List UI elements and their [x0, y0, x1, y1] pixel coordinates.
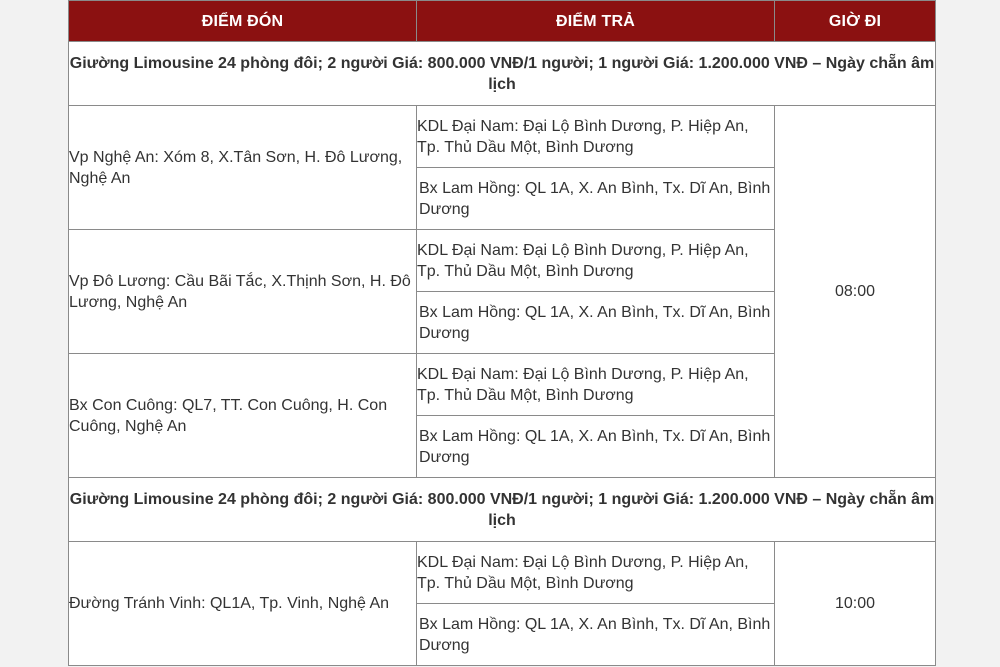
dropoff-cell: KDL Đại Nam: Đại Lộ Bình Dương, P. Hiệp An, Tp. Thủ Dầu Một, Bình Dương [417, 542, 775, 604]
pickup-cell: Bx Con Cuông: QL7, TT. Con Cuông, H. Con Cuông, Nghệ An [69, 354, 417, 478]
pickup-cell: Vp Nghệ An: Xóm 8, X.Tân Sơn, H. Đô Lương, Nghệ An [69, 106, 417, 230]
dropoff-cell: Bx Lam Hồng: QL 1A, X. An Bình, Tx. Dĩ An, Bình Dương [417, 604, 775, 666]
departure-time: 08:00 [775, 106, 936, 478]
header-row [69, 1, 936, 42]
price-row [69, 42, 936, 106]
column-header-time: GIỜ ĐI [775, 1, 936, 42]
departure-time: 10:00 [775, 542, 936, 666]
column-header-dropoff: ĐIỂM TRẢ [417, 1, 775, 42]
table-row [69, 542, 936, 604]
pickup-cell: Vp Đô Lương: Cầu Bãi Tắc, X.Thịnh Sơn, H. Đô Lương, Nghệ An [69, 230, 417, 354]
dropoff-cell: Bx Lam Hồng: QL 1A, X. An Bình, Tx. Dĩ An, Bình Dương [417, 168, 775, 230]
dropoff-cell: KDL Đại Nam: Đại Lộ Bình Dương, P. Hiệp An, Tp. Thủ Dầu Một, Bình Dương [417, 106, 775, 168]
price-row [69, 478, 936, 542]
dropoff-cell: Bx Lam Hồng: QL 1A, X. An Bình, Tx. Dĩ An, Bình Dương [417, 416, 775, 478]
dropoff-cell: KDL Đại Nam: Đại Lộ Bình Dương, P. Hiệp An, Tp. Thủ Dầu Một, Bình Dương [417, 230, 775, 292]
bus-schedule-table [68, 0, 936, 666]
table-row [69, 106, 936, 168]
column-header-pickup: ĐIỂM ĐÓN [69, 1, 417, 42]
pickup-cell: Đường Tránh Vinh: QL1A, Tp. Vinh, Nghệ An [69, 542, 417, 666]
dropoff-cell: Bx Lam Hồng: QL 1A, X. An Bình, Tx. Dĩ An, Bình Dương [417, 292, 775, 354]
price-info: Giường Limousine 24 phòng đôi; 2 người Giá: 800.000 VNĐ/1 người; 1 người Giá: 1.200.000 VNĐ – Ngày chẵn âm lịch [69, 478, 936, 542]
price-info: Giường Limousine 24 phòng đôi; 2 người Giá: 800.000 VNĐ/1 người; 1 người Giá: 1.200.000 VNĐ – Ngày chẵn âm lịch [69, 42, 936, 106]
dropoff-cell: KDL Đại Nam: Đại Lộ Bình Dương, P. Hiệp An, Tp. Thủ Dầu Một, Bình Dương [417, 354, 775, 416]
